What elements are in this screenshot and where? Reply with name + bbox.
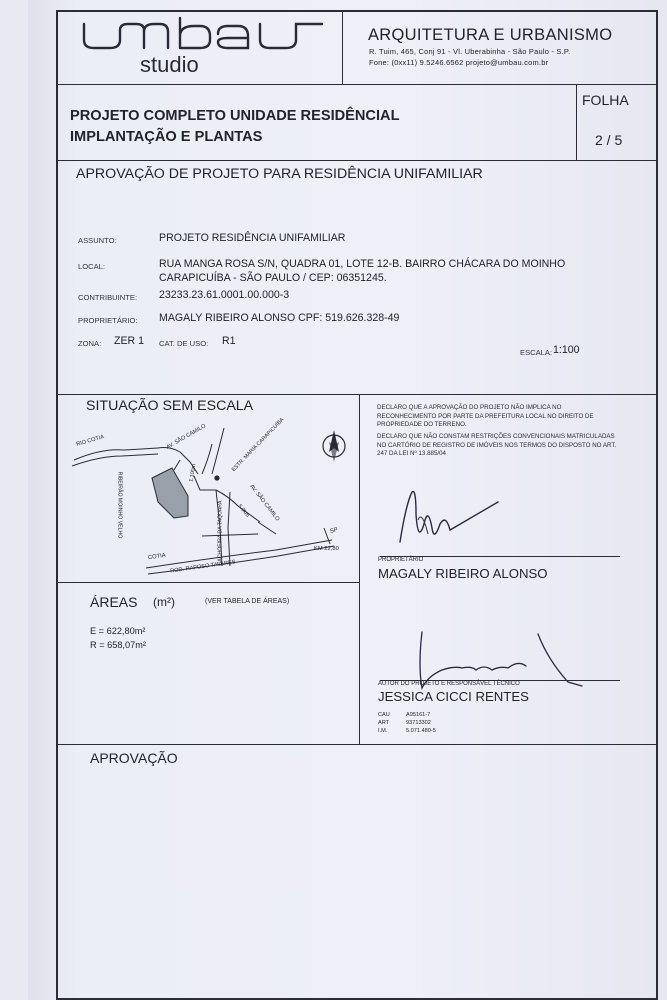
proprietario-value: MAGALY RIBEIRO ALONSO CPF: 519.626.328-49 [159, 312, 400, 324]
header-vdivider [342, 10, 343, 84]
map-label-cachoeira: CACHOEIRA DA TAQUARA [217, 500, 224, 566]
header-divider [56, 84, 658, 85]
areas-title: ÁREAS [90, 594, 138, 610]
folha-label: FOLHA [582, 92, 629, 108]
situacao-map [62, 418, 356, 580]
escala-label: ESCALA: [520, 348, 553, 357]
owner-signature-drawing [388, 484, 508, 564]
map-label-dist-2: 5.9km [236, 503, 251, 519]
map-label-estr-maria: ESTR. MARIA CARAPICUÍBA [230, 416, 286, 474]
proprietario-label: PROPRIETÁRIO: [78, 316, 138, 325]
map-label-rod: ROD. RAPOSO TAVARES [169, 559, 236, 575]
local-value-line1: RUA MANGA ROSA S/N, QUADRA 01, LOTE 12-B. BAIRRO CHÁCARA DO MOINHO [159, 258, 566, 270]
company-logo [76, 14, 336, 80]
areas-unit: (m²) [153, 595, 175, 609]
escala-value: 1:100 [553, 344, 580, 356]
situacao-title: SITUAÇÃO SEM ESCALA [86, 398, 254, 414]
im-value: 5.071.480-5 [406, 728, 436, 734]
im-label: I.M. [378, 728, 388, 734]
map-label-av-sao-camilo-2: AV. SÃO CAMILO [248, 483, 281, 523]
assunto-value: PROJETO RESIDÊNCIA UNIFAMILIAR [159, 232, 346, 244]
zona-label: ZONA: [78, 339, 102, 348]
local-label: LOCAL: [78, 262, 106, 271]
umbau-logo-mark [76, 14, 336, 80]
declaration-text-2: DECLARO QUE NÃO CONSTAM RESTRIÇÕES CONVENCIONAIS MATRICULADAS NO CARTÓRIO DE REGISTRO DE IMÓVEIS NOS TERMOS DO DISPOSTO NO ART. 247 DA LEI Nº 13.885/04 [377, 433, 617, 458]
declaration-text-1: DECLARO QUE A APROVAÇÃO DO PROJETO NÃO IMPLICA NO RECONHECIMENTO POR PARTE DA PREFEITURA LOCAL NO DIREITO DE PROPRIEDADE DO TERRENO. [377, 404, 594, 429]
map-label-sp: SP [329, 527, 339, 535]
owner-role: PROPRIETÁRIO [378, 557, 424, 563]
document-sheet [28, 0, 667, 1000]
map-label-km: KM 22,80 [314, 546, 339, 552]
area-e: E = 622,80m² [90, 626, 146, 636]
areas-top-divider [56, 582, 359, 583]
middle-vdivider [359, 394, 360, 744]
project-title-line1: PROJETO COMPLETO UNIDADE RESIDÊNCIAL [70, 108, 400, 124]
assunto-label: ASSUNTO: [78, 236, 117, 245]
local-value-line2: CARAPICUÍBA - SÃO PAULO / CEP: 06351245. [159, 272, 387, 284]
art-value: 93713302 [406, 720, 431, 726]
company-contact: Fone: (0xx11) 9.5246.6562 projeto@umbau.com.br [369, 58, 549, 67]
map-label-rio-cotia: RIO COTIA [75, 434, 105, 448]
folha-vdivider [576, 84, 577, 160]
title-divider [56, 160, 658, 161]
company-title: ARQUITETURA E URBANISMO [368, 26, 613, 44]
cau-label: CAU [378, 712, 390, 718]
contribuinte-value: 23233.23.61.0001.00.000-3 [159, 289, 290, 301]
aprovacao-top-divider [56, 744, 658, 745]
catuso-label: CAT. DE USO: [159, 339, 209, 348]
owner-name: MAGALY RIBEIRO ALONSO [378, 566, 548, 581]
author-name: JESSICA CICCI RENTES [378, 689, 529, 704]
approval-title: APROVAÇÃO DE PROJETO PARA RESIDÊNCIA UNIFAMILIAR [76, 166, 483, 182]
north-compass-icon [323, 430, 345, 462]
map-label-cotia: COTIA [147, 552, 167, 562]
owner-signature [388, 484, 508, 564]
zona-value: ZER 1 [114, 335, 145, 347]
logo-studio-text: studio [140, 52, 199, 77]
company-address: R. Tuim, 465, Conj 91 - Vl. Uberabinha - São Paulo - S.P. [369, 47, 571, 56]
catuso-value: R1 [222, 335, 236, 347]
map-label-av-sao-camilo-1: AV. SÃO CAMILO [165, 423, 207, 451]
map-label-dist-1: 1.100m [188, 463, 198, 483]
art-label: ART [378, 720, 390, 726]
contribuinte-label: CONTRIBUINTE: [78, 293, 138, 302]
map-label-ribeirao: RIBEIRÃO MOINHO VELHO [116, 471, 123, 539]
author-role: AUTOR DO PROJETO E RESPONSÁVEL TÉCNICO [378, 681, 520, 687]
area-r: R = 658,07m² [90, 640, 146, 650]
folha-value: 2 / 5 [595, 132, 623, 148]
location-map [62, 418, 356, 580]
cau-value: A95161-7 [406, 712, 431, 718]
situacao-top-divider [56, 394, 658, 395]
areas-note: (VER TABELA DE ÁREAS) [205, 598, 290, 605]
aprovacao-title: APROVAÇÃO [90, 750, 178, 766]
project-title-line2: IMPLANTAÇÃO E PLANTAS [70, 129, 263, 145]
